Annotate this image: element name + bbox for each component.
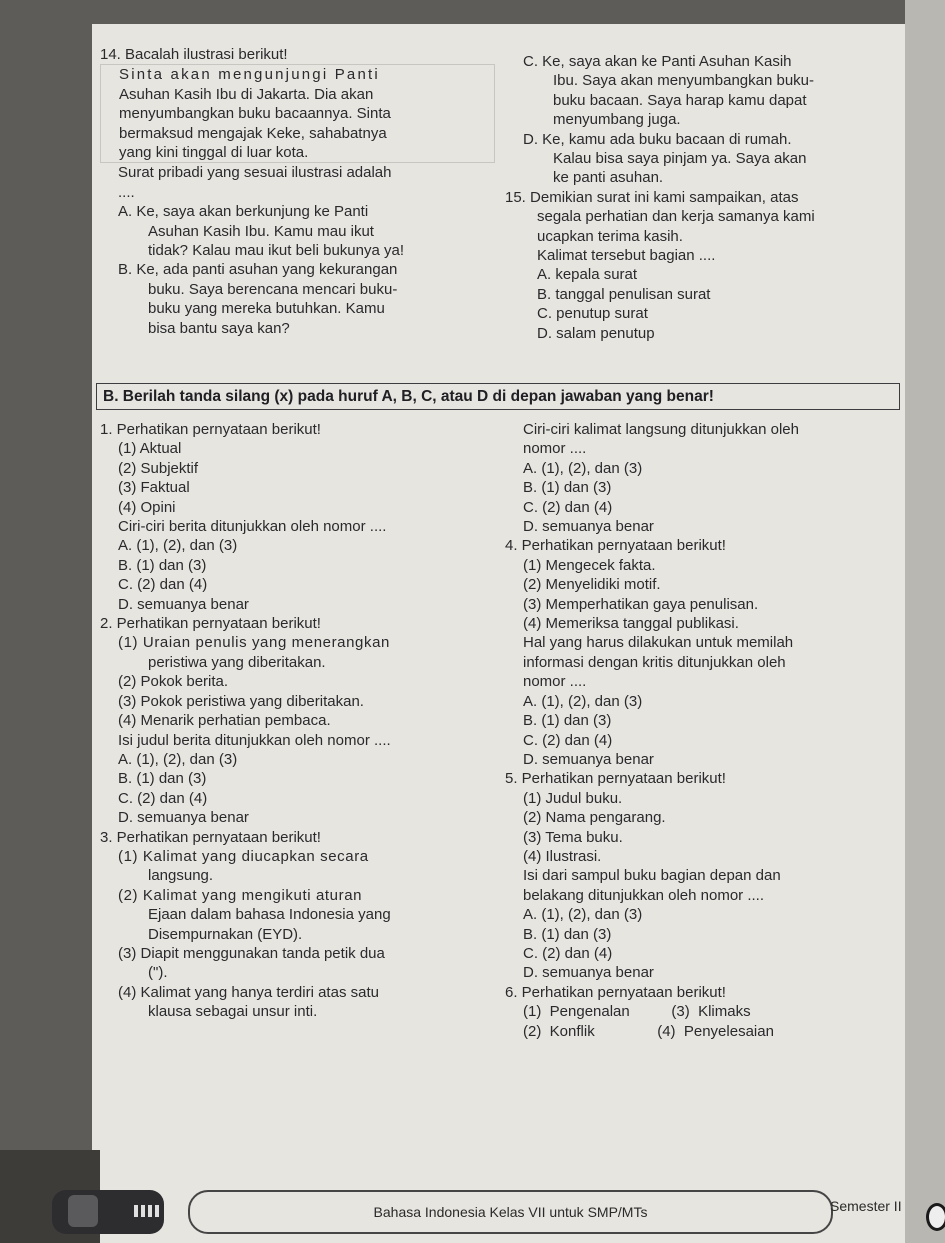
- statement-cont: Ejaan dalam bahasa Indonesia yang: [148, 906, 391, 924]
- statement: (3) Pokok peristiwa yang diberitakan.: [118, 692, 364, 710]
- question-4-prompt: 4. Perhatikan pernyataan berikut!: [505, 537, 726, 555]
- statement-cont: peristiwa yang diberitakan.: [148, 653, 326, 671]
- statement: (1) Mengecek fakta.: [523, 556, 656, 574]
- statement-cont: (").: [148, 964, 168, 982]
- story-line: bermaksud mengajak Keke, sahabatnya: [119, 124, 387, 142]
- questions-1-3-column: [100, 420, 495, 1022]
- option-b-cont: bisa bantu saya kan?: [148, 319, 290, 337]
- option-c: C. (2) dan (4): [523, 731, 613, 749]
- statement: (2) Subjektif: [118, 459, 199, 477]
- option-b: B. Ke, ada panti asuhan yang kekurangan: [118, 261, 398, 279]
- question-14-prompt: 14. Bacalah ilustrasi berikut!: [100, 46, 288, 63]
- statement-cont: klausa sebagai unsur inti.: [148, 1003, 318, 1021]
- question-15-stem: Kalimat tersebut bagian ....: [537, 247, 716, 265]
- statement: (2) Nama pengarang.: [523, 809, 666, 827]
- statement: (1) Uraian penulis yang menerangkan: [118, 634, 390, 652]
- option-b: B. (1) dan (3): [523, 712, 612, 730]
- option-a: A. (1), (2), dan (3): [118, 750, 238, 768]
- story-line: yang kini tinggal di luar kota.: [119, 144, 309, 162]
- question-4-stem-cont: informasi dengan kritis ditunjukkan oleh: [523, 653, 786, 671]
- statement: (3) Diapit menggunakan tanda petik dua: [118, 944, 385, 962]
- statement: (4) Kalimat yang hanya terdiri atas satu: [118, 983, 379, 1001]
- statement: (4) Opini: [118, 498, 176, 516]
- statement-cont: Disempurnakan (EYD).: [148, 925, 303, 943]
- option-d: D. semuanya benar: [118, 595, 249, 613]
- option-c: C. (2) dan (4): [523, 944, 613, 962]
- question-3-stem: Ciri-ciri kalimat langsung ditunjukkan oleh: [523, 421, 799, 438]
- statement: (2) Pokok berita.: [118, 673, 229, 691]
- option-b-cont: buku yang mereka butuhkan. Kamu: [148, 300, 385, 318]
- questions-3-6-column: [505, 420, 900, 1041]
- option-c: C. (2) dan (4): [118, 576, 208, 594]
- option-d: D. semuanya benar: [118, 809, 249, 827]
- question-1-prompt: 1. Perhatikan pernyataan berikut!: [100, 421, 321, 438]
- statement: (3) Tema buku.: [523, 828, 623, 846]
- statement: (1) Judul buku.: [523, 789, 623, 807]
- option-c: C. Ke, saya akan ke Panti Asuhan Kasih: [523, 53, 792, 70]
- illustration-box: [100, 64, 495, 163]
- option-d: D. semuanya benar: [523, 964, 654, 982]
- question-3-stem-cont: nomor ....: [523, 440, 587, 458]
- option-c-cont: menyumbang juga.: [553, 111, 681, 129]
- question-14-stem-dots: ....: [118, 183, 135, 201]
- option-c: C. (2) dan (4): [118, 789, 208, 807]
- option-b: B. (1) dan (3): [523, 925, 612, 943]
- statement: (4) Ilustrasi.: [523, 847, 602, 865]
- story-line: Asuhan Kasih Ibu di Jakarta. Dia akan: [119, 85, 374, 103]
- statement: (3) Faktual: [118, 479, 190, 497]
- option-b: B. (1) dan (3): [118, 770, 207, 788]
- question-4-stem: Hal yang harus dilakukan untuk memilah: [523, 634, 794, 652]
- question-5-stem: Isi dari sampul buku bagian depan dan: [523, 867, 781, 885]
- option-b-cont: buku. Saya berencana mencari buku-: [148, 280, 398, 298]
- emblem-bars-icon: [134, 1205, 160, 1217]
- question-5-stem-cont: belakang ditunjukkan oleh nomor ....: [523, 886, 764, 904]
- page-number-circle-icon: [926, 1203, 945, 1231]
- option-b: B. (1) dan (3): [118, 556, 207, 574]
- option-d: D. semuanya benar: [523, 750, 654, 768]
- option-b: B. (1) dan (3): [523, 479, 612, 497]
- option-d: D. semuanya benar: [523, 518, 654, 536]
- question-2-stem: Isi judul berita ditunjukkan oleh nomor ....: [118, 731, 391, 749]
- statement: (4) Memeriksa tanggal publikasi.: [523, 615, 739, 633]
- question-3-prompt: 3. Perhatikan pernyataan berikut!: [100, 828, 321, 846]
- statement: (1) Aktual: [118, 440, 182, 458]
- option-d-cont: ke panti asuhan.: [553, 169, 664, 187]
- question-1-stem: Ciri-ciri berita ditunjukkan oleh nomor ....: [118, 518, 387, 536]
- option-c-cont: Ibu. Saya akan menyumbangkan buku-: [553, 72, 814, 90]
- statement-pair: (2) Konflik (4) Penyelesaian: [523, 1022, 774, 1040]
- story-line: menyumbangkan buku bacaannya. Sinta: [119, 105, 391, 123]
- statement: (2) Kalimat yang mengikuti aturan: [118, 886, 363, 904]
- story-line: Sinta akan mengunjungi Panti: [119, 66, 380, 84]
- question-14-15-column: [505, 52, 900, 343]
- statement-cont: langsung.: [148, 867, 214, 885]
- footer-semester: Semester II: [830, 1198, 902, 1214]
- option-a-cont: Asuhan Kasih Ibu. Kamu mau ikut: [148, 222, 374, 240]
- option-c: C. penutup surat: [537, 305, 648, 323]
- question-14-column: [100, 45, 495, 338]
- option-a: A. (1), (2), dan (3): [523, 459, 643, 477]
- footer-book-title: Bahasa Indonesia Kelas VII untuk SMP/MTs: [188, 1190, 833, 1234]
- option-c-cont: buku bacaan. Saya harap kamu dapat: [553, 91, 807, 109]
- question-15-prompt: 15. Demikian surat ini kami sampaikan, atas: [505, 188, 799, 206]
- question-15-prompt-cont: ucapkan terima kasih.: [537, 227, 683, 245]
- question-5-prompt: 5. Perhatikan pernyataan berikut!: [505, 770, 726, 788]
- option-d: D. salam penutup: [537, 324, 655, 342]
- option-d: D. Ke, kamu ada buku bacaan di rumah.: [523, 130, 792, 148]
- option-a: A. Ke, saya akan berkunjung ke Panti: [118, 203, 369, 221]
- question-6-prompt: 6. Perhatikan pernyataan berikut!: [505, 983, 726, 1001]
- option-d-cont: Kalau bisa saya pinjam ya. Saya akan: [553, 150, 807, 168]
- emblem-square-icon: [68, 1195, 98, 1227]
- statement: (4) Menarik perhatian pembaca.: [118, 712, 331, 730]
- option-c: C. (2) dan (4): [523, 498, 613, 516]
- section-b-instruction: B. Berilah tanda silang (x) pada huruf A, B, C, atau D di depan jawaban yang benar!: [96, 383, 900, 410]
- question-14-stem: Surat pribadi yang sesuai ilustrasi adalah: [118, 164, 392, 182]
- option-a: A. (1), (2), dan (3): [523, 692, 643, 710]
- adjacent-page-edge: [905, 0, 945, 1243]
- question-2-prompt: 2. Perhatikan pernyataan berikut!: [100, 615, 321, 633]
- statement-pair: (1) Pengenalan (3) Klimaks: [523, 1003, 751, 1021]
- statement: (2) Menyelidiki motif.: [523, 576, 661, 594]
- statement: (3) Memperhatikan gaya penulisan.: [523, 595, 759, 613]
- option-a: A. (1), (2), dan (3): [118, 537, 238, 555]
- option-a: A. (1), (2), dan (3): [523, 906, 643, 924]
- question-4-stem-cont: nomor ....: [523, 673, 587, 691]
- option-a-cont: tidak? Kalau mau ikut beli bukunya ya!: [148, 242, 404, 260]
- option-b: B. tanggal penulisan surat: [537, 285, 711, 303]
- option-a: A. kepala surat: [537, 266, 638, 284]
- question-15-prompt-cont: segala perhatian dan kerja samanya kami: [537, 208, 815, 226]
- statement: (1) Kalimat yang diucapkan secara: [118, 847, 369, 865]
